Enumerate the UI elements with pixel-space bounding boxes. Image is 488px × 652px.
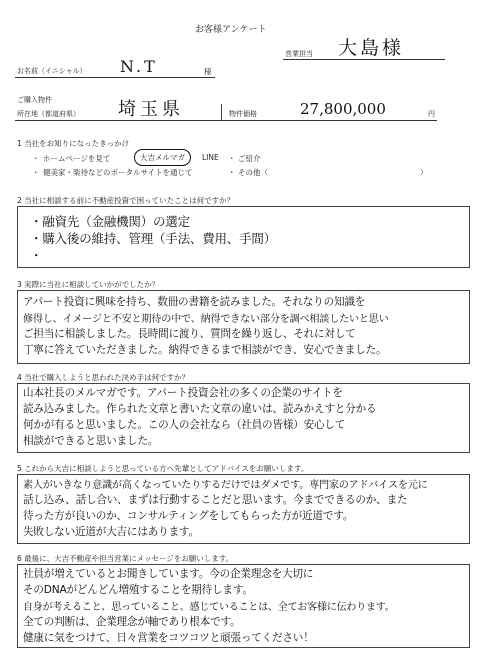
q1-bullet-portal: ・ <box>32 168 40 177</box>
property-heading: ご購入物件 <box>17 96 52 104</box>
q3-title: 3 実際に当社に相談していかがでしたか？ <box>17 280 160 289</box>
price-divider <box>221 104 222 120</box>
q2-answer-line-2: ・購入後の維持、管理（手法、費用、手間） <box>30 231 277 246</box>
q5-answer-line-4: 失敗しない近道が大吉にはあります。 <box>23 526 199 538</box>
q2-answer-line-1: ・融資先（金融機関）の選定 <box>30 214 190 229</box>
q4-title: 4 当社で購入しようと思われた決め手は何ですか？ <box>17 373 190 382</box>
q1-line: LINE <box>202 153 219 162</box>
q5-answer-line-1: 素人がいきなり意識が高くなっていたりするだけではダメです。専門家のアドバイスを元に <box>23 480 428 491</box>
price-unit: 円 <box>428 110 435 118</box>
q5-answer-line-3: 待った方が良いのか、コンサルティングをしてもらった方が近道です。 <box>23 510 354 522</box>
q1-homepage: ホームページを見て <box>43 154 111 163</box>
price-label: 物件価格 <box>229 110 257 118</box>
q1-bullet-other: ・ <box>228 168 236 177</box>
q3-answer-line-1: アパート投資に興味を持ち、数冊の書籍を読みました。それなりの知識を <box>23 296 366 308</box>
q6-answer-line-4: 全ての判断は、企業理念が軸であり根本です。 <box>23 616 241 628</box>
q1-portal: 健美家・楽待などのポータルサイトを通じて <box>43 168 193 177</box>
property-underline <box>15 120 437 121</box>
q6-answer-line-2: そのDNAがどんどん増殖することを期待します。 <box>23 584 253 596</box>
q3-answer-line-3: ご担当に相談しました。長時間に渡り、質問を繰り返し、それに対して <box>23 328 356 340</box>
sales-rep-underline <box>283 59 445 60</box>
q1-title: 1 当社をお知りになったきっかけ <box>17 139 130 148</box>
q1-bullet-referral: ・ <box>228 154 236 163</box>
name-underline <box>15 77 215 78</box>
q6-answer-line-1: 社員が増えているとお聞きしています。今の企業理念を大切に <box>23 568 314 580</box>
q5-answer-line-2: 話し込み、話し合い、まずは行動することだと思います。今までできるのか、また <box>23 494 408 506</box>
q1-other: その他（ <box>238 168 268 177</box>
q5-title: 5 これから大吉に相談しようと思っている方へ先輩としてアドバイスをお願いします。 <box>17 464 309 473</box>
q6-answer-line-5: 健康に気をつけて、日々営業をコツコツと頑張ってください！ <box>23 632 314 644</box>
q4-answer-line-3: 何かが有ると思いました。この人の会社なら（社員の皆様）安心して <box>23 419 346 431</box>
survey-title: お客様アンケート <box>195 25 267 35</box>
sales-rep-value: 大島様 <box>338 37 405 59</box>
q6-answer-line-3: 自身が考えること、思っていること、感じていることは、全てお客様に伝わります。 <box>23 602 395 613</box>
q4-answer-line-4: 相談ができると思いました。 <box>23 435 159 447</box>
price-value: 27,800,000 <box>300 100 386 118</box>
sales-rep-label: 営業担当 <box>285 50 313 58</box>
q1-circled-option: 大吉メルマガ <box>134 149 191 166</box>
name-label: お名前（イニシャル） <box>17 67 87 75</box>
q1-bullet-homepage: ・ <box>32 154 40 163</box>
q3-answer-line-4: 丁寧に答えていただきました。納得できるまで相談ができ、安心できました。 <box>23 344 387 356</box>
location-label: 所在地（都道府県） <box>17 110 80 118</box>
q1-referral: ご紹介 <box>238 154 261 163</box>
location-value: 埼玉県 <box>118 99 184 120</box>
q4-answer-line-1: 山本社長のメルマガです。アパート投資会社の多くの企業のサイトを <box>23 387 343 399</box>
q2-title: 2 当社に相談する前に不動産投資で困っていたことは何ですか？ <box>17 196 235 205</box>
q1-other-close: ） <box>420 168 428 177</box>
q6-title: 6 最後に、大吉不動産や担当営業にメッセージをお願いします。 <box>17 554 234 563</box>
q2-answer-line-3: ・ <box>30 248 43 263</box>
q4-answer-line-2: 読み込みました。作られた文章と書いた文章の違いは、読みかえすと分かる <box>23 403 377 415</box>
q3-answer-line-2: 修得し、イメージと不安と期待の中で、納得できない部分を調べ相談したいと思い <box>23 314 389 325</box>
name-suffix: 様 <box>204 67 212 76</box>
name-value: N.T <box>120 57 158 76</box>
